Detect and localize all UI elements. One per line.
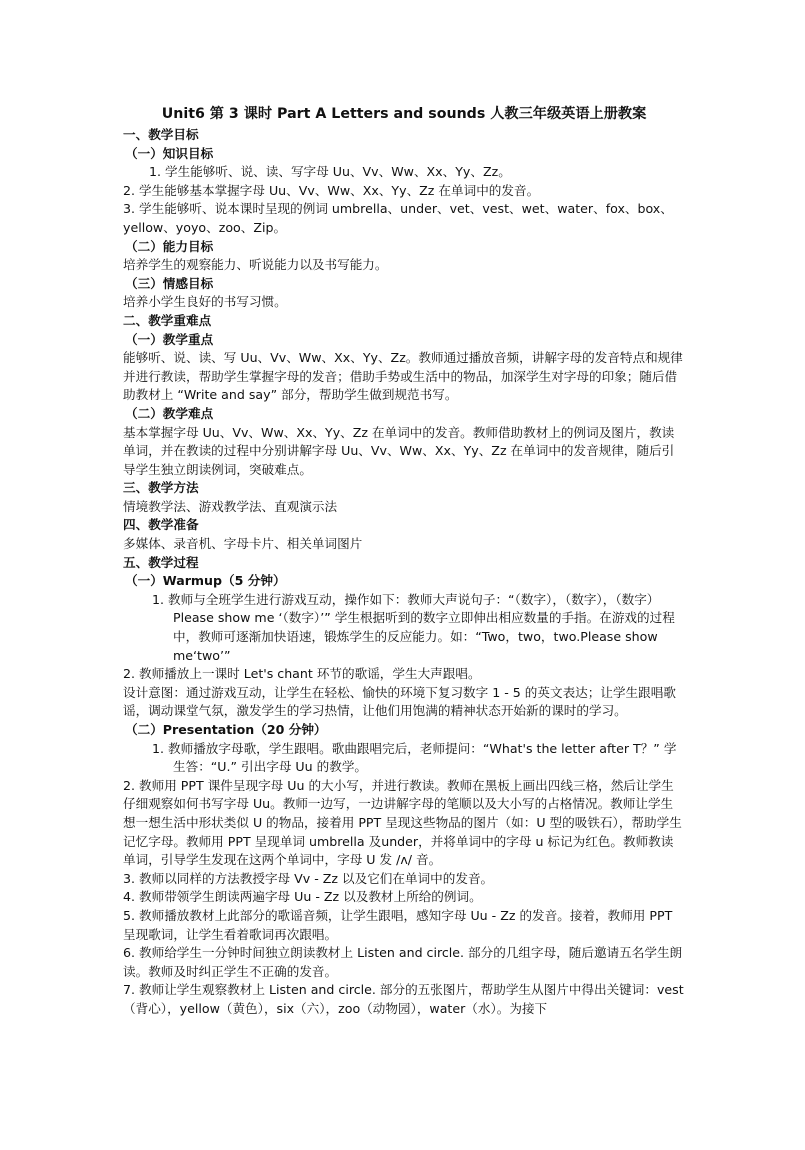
presentation-item-5: 5. 教师播放教材上此部分的歌谣音频，让学生跟唱，感知字母 Uu - Zz 的发音。接着，教师用 PPT 呈现歌词，让学生看着歌词再次跟唱。 [123, 907, 673, 942]
subheading-knowledge: （一）知识目标 [125, 145, 214, 161]
presentation-item-2: 2. 教师用 PPT 课件呈现字母 Uu 的大小写，并进行教读。教师在黑板上画出四线三格，然后让学生仔细观察如何书写字母 Uu。教师一边写，一边讲解字母的笔顺以及大小写的占格情况。教师让学生想一想生活中形状类似 U 的物品，接着用 PPT 呈现这些物品的图片（如：U 型的吸铁石），帮助学生记忆字母。教师用 PPT 呈现单词 umbrella 及under，并将单词中的字母 u 标记为红色。教师教读单词，引导学生发现在这两个单词中，字母 U 发 /ʌ/ 音。 [123, 777, 682, 868]
presentation-item-1: 1. 教师播放字母歌，学生跟唱。歌曲跟唱完后，老师提问：“What's the letter after T？” 学生答：“U.” 引出字母 Uu 的教学。 [152, 740, 677, 775]
subheading-focus: （一）教学重点 [125, 331, 214, 347]
page-title: Unit6 第 3 课时 Part A Letters and sounds 人教三年级英语上册教案 [161, 106, 647, 122]
presentation-item-4: 4. 教师带领学生朗读两遍字母 Uu - Zz 以及教材上所给的例词。 [123, 889, 482, 905]
methods-text: 情境教学法、游戏教学法、直观演示法 [123, 498, 338, 514]
section-heading-process: 五、教学过程 [123, 554, 199, 570]
presentation-item-6: 6. 教师给学生一分钟时间独立朗读教材上 Listen and circle. 部分的几组字母，随后邀请五名学生朗读。教师及时纠正学生不正确的发音。 [123, 945, 683, 979]
warmup-item-1: 1. 教师与全班学生进行游戏互动，操作如下：教师大声说句子：“（数字），（数字），（数字）Please show me ‘（数字）’” 学生根据听到的数字立即伸出相应数量的手指。在游戏的过程中，教师可逐渐加快语速，锻炼学生的反应能力。如：“Two，two，two.Please show me‘two’” [152, 591, 675, 663]
presentation-item-3: 3. 教师以同样的方法教授字母 Vv - Zz 以及它们在单词中的发音。 [123, 870, 494, 886]
preparation-text: 多媒体、录音机、字母卡片、相关单词图片 [123, 536, 363, 552]
focus-text: 能够听、说、读、写 Uu、Vv、Ww、Xx、Yy、Zz。教师通过播放音频，讲解字母的发音特点和规律并进行教读，帮助学生掌握字母的发音；借助手势或生活中的物品，加深学生对字母的印象；随后借助教材上 “Write and say” 部分，帮助学生做到规范书写。 [123, 350, 683, 403]
presentation-item-7: 7. 教师让学生观察教材上 Listen and circle. 部分的五张图片，帮助学生从图片中得出关键词：vest（背心），yellow（黄色），six（六），zoo（动物园），water（水）。为接下 [123, 982, 684, 1016]
section-heading-methods: 三、教学方法 [123, 480, 199, 496]
knowledge-item-2: 2. 学生能够基本掌握字母 Uu、Vv、Ww、Xx、Yy、Zz 在单词中的发音。 [123, 182, 540, 198]
emotion-text: 培养小学生良好的书写习惯。 [123, 294, 287, 310]
subheading-presentation: （二）Presentation（20 分钟） [125, 722, 327, 737]
warmup-design-intent: 设计意图：通过游戏互动，让学生在轻松、愉快的环境下复习数字 1 - 5 的英文表达；让学生跟唱歌谣，调动课堂气氛，激发学生的学习热情，让他们用饱满的精神状态开始新的课时的学习。 [123, 684, 676, 719]
knowledge-item-3: 3. 学生能够听、说本课时呈现的例词 umbrella、under、vet、vest、wet、water、fox、box、yellow、yoyo、zoo、Zip。 [123, 201, 673, 235]
difficulty-text: 基本掌握字母 Uu、Vv、Ww、Xx、Yy、Zz 在单词中的发音。教师借助教材上的例词及图片，教读单词，并在教读的过程中分别讲解字母 Uu、Vv、Ww、Xx、Yy、Zz 在单词中的发音规律，随后引导学生独立朗读例词，突破难点。 [123, 424, 675, 477]
subheading-emotion: （三）情感目标 [125, 275, 214, 291]
section-heading-preparation: 四、教学准备 [123, 517, 199, 533]
section-heading-key-points: 二、教学重难点 [123, 312, 212, 328]
subheading-difficulty: （二）教学难点 [125, 405, 214, 421]
subheading-ability: （二）能力目标 [125, 238, 214, 254]
warmup-item-2: 2. 教师播放上一课时 Let's chant 环节的歌谣，学生大声跟唱。 [123, 666, 481, 682]
subheading-warmup: （一）Warmup（5 分钟） [125, 573, 286, 589]
section-heading-objectives: 一、教学目标 [123, 127, 199, 142]
ability-text: 培养学生的观察能力、听说能力以及书写能力。 [123, 257, 388, 273]
knowledge-item-1: 1. 学生能够听、说、读、写字母 Uu、Vv、Ww、Xx、Yy、Zz。 [149, 164, 511, 180]
